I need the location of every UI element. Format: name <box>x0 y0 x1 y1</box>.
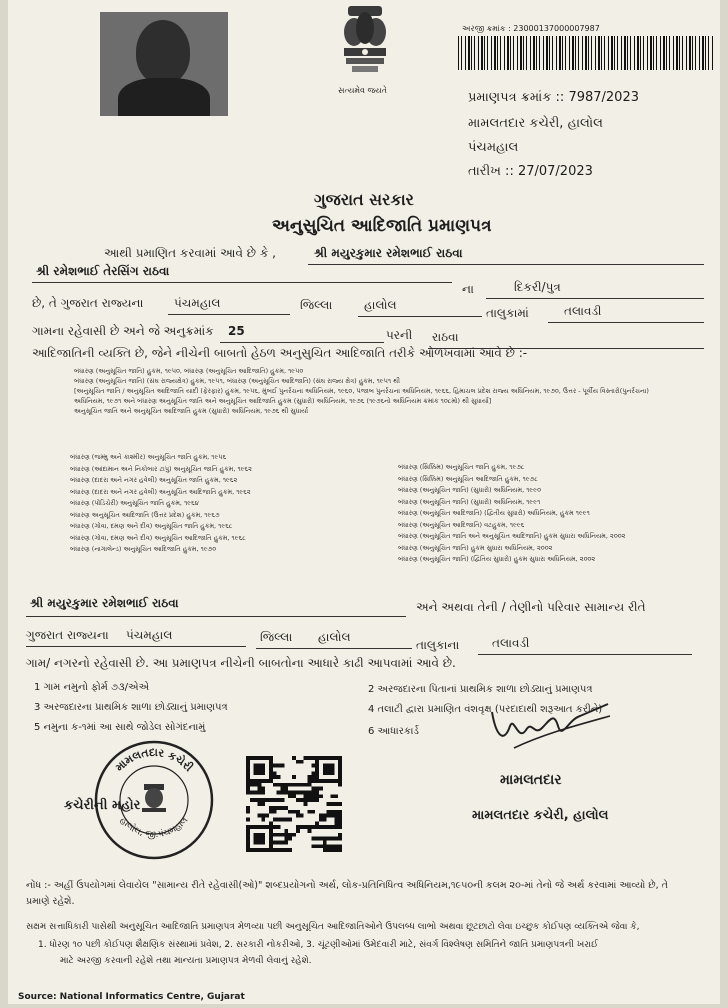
document-item: 6 આધારકાર્ડ <box>368 726 419 737</box>
signature <box>484 690 614 760</box>
barcode <box>458 36 716 70</box>
document-item: 1 ગામ નમુનો ફોર્મ ૭૩/એએ <box>34 682 150 693</box>
footer-para-3: માટે અરજી કરવાની રહેશે તથા માન્યતા પ્રમાણપત્ર મેળવી લેવાનું રહેશે. <box>60 956 312 966</box>
order-line: બંધારણ (અનુસૂચિત જાતિ) હુકમ, ૧૯૫૦, બંધારણ (અનુસૂચિત આદિજાતિ) હુકમ, ૧૯૫૦ <box>74 367 304 375</box>
lower-state: ગુજરાત રાજ્યના <box>26 628 109 642</box>
district-2: હાલોલ <box>364 298 397 312</box>
state-emblem-icon <box>334 2 396 98</box>
applicant-photo <box>100 12 228 116</box>
district-label: જિલ્લા <box>300 298 333 312</box>
document-item: 2 અરજદારના પિતાનાં પ્રાથમિક શાળા છોડ્યાનું પ્રમાણપત્ર <box>368 684 593 695</box>
lower-district-2: હાલોલ <box>318 630 351 644</box>
government-title: ગુજરાત સરકાર <box>314 190 414 209</box>
certificate-number: પ્રમાણપત્ર ક્રમાંક :: 7987/2023 <box>468 90 639 105</box>
state-text: છે, તે ગુજરાત રાજ્યના <box>32 296 144 310</box>
certificate-page <box>8 0 720 1004</box>
lower-district-value: પંચમહાલ <box>126 628 173 642</box>
family-text: અને અથવા તેની / તેણીનો પરિવાર સામાન્ય રીતે <box>416 600 646 614</box>
office-district: પંચમહાલ <box>468 140 519 155</box>
residence-text: ગામ/ નગરનો રહેવાસી છે. આ પ્રમાણપત્ર નીચેની બાબતોના આધારે કાઢી આપવામાં આવે છે. <box>26 656 456 670</box>
footer-note: નોંધ :- અહીં ઉપયોગમાં લેવાયેલ "સામાન્ય રીતે રહેવાસી(ઓ)" શબ્દપ્રયોગનો અર્થ, લોક-પ્રતિનિધિત્વ અધિનિયમ,૧૯૫૦ની કલમ ૨૦-માં તેનો જે અર્થ કરવામાં આવ્યો છે, તે <box>26 880 668 891</box>
tribe-name: રાઠવા <box>432 330 459 344</box>
order-right-item: બંધારણ (અનુસૂચિત આદિજાતિ) (દ્વિતીય સુધારો) અધિનિયમ, હુકમ ૧૯૯૧ <box>398 509 590 517</box>
orders-left <box>70 452 252 556</box>
recognition-text: આદિજાતિની વ્યક્તિ છે, જેને નીચેની બાબતો હેઠળ અનુસુચિત આદિજાતિ તરીકે ઓળખવામાં આવે છે :- <box>32 346 528 360</box>
qr-code <box>246 756 342 852</box>
applicant-name: શ્રી મયુરકુમાર રમેશભાઈ રાઠવા <box>314 246 463 260</box>
footer-para-1: સક્ષમ સત્તાધિકારી પાસેથી અનુસૂચિત આદિજાતિ પ્રમાણપત્ર મેળવ્યા પછી અનુસૂચિત આદિજાતિઓને ઉપલબ્ધ લાભો અથવા છૂટછાટો લેવા ઇચ્છુક કોઈપણ વ્યક્તિએ જેવા કે, <box>26 922 640 932</box>
document-item: 3 અરજદારના પ્રાથમિક શાળા છોડ્યાનું પ્રમાણપત્ર <box>34 702 228 713</box>
order-left-item: બંધારણ (નાગાલેન્ડ) અનુસૂચિત આદિજાતિ હુકમ, ૧૯૭૦ <box>70 545 217 553</box>
order-left-item: બંધારણ (પોંડિચેરી) અનુસૂચિત જાતિ હુકમ, ૧૯૬૪ <box>70 499 199 507</box>
order-left-item: બંધારણ (દાદરા અને નગર હવેલી) અનુસૂચિત આદિજાતિ હુકમ, ૧૯૬૨ <box>70 487 251 496</box>
village-text: ગામના રહેવાસી છે અને જે અનુક્રમાંક <box>32 324 214 338</box>
order-line: અધિનિયમ, ૧૯૭૧ અને બંધારણ અનુસૂચિત જાતિ અને અનુસૂચિત આદિજાતિ હુકમ (સુધારો) અધિનિયમ, ૧૯૭૬ (૧૯૭૬નો અધિનિયમ ક્રમાંક ૧૦૮મો) થી સુધાર્યા] <box>74 397 492 405</box>
footer-para-2: 1. ધોરણ ૧૦ પછી કોઈપણ શૈક્ષણિક સંસ્થામાં પ્રવેશ, 2. સરકારી નોકરીઓ, 3. ચૂંટણીઓમાં ઉમેદવારી માટે, સંવર્ગ વિશ્લેષણ સમિતિને જાતિ પ્રમાણપત્રની ખરાઈ <box>38 940 599 950</box>
father-name: શ્રી રમેશભાઈ તેરસિંગ રાઠવા <box>36 264 170 278</box>
seal-label: કચેરીની મહોર <box>64 798 141 813</box>
office-name: મામલતદાર કચેરી, હાલોલ <box>468 116 603 131</box>
svg-text:હાલોલ, જી.પંચમહાલ: હાલોલ, જી.પંચમહાલ <box>117 815 191 841</box>
order-right-item: બંધારણ (સિક્કિમ) અનુસૂચિત આદિજાતિ હુકમ, ૧૯૭૮ <box>398 474 538 483</box>
footer-note-2: પ્રમાણે રહેશે. <box>26 896 75 907</box>
application-number: અરજી ક્રમાંક : 23000137000007987 <box>462 24 600 33</box>
order-left-item: બંધારણ અનુસૂચિત આદિજાતિ (ઉત્તર પ્રદેશ) હુકમ, ૧૯૬૭ <box>70 510 220 519</box>
order-right-item: બંધારણ (અનુસૂચિત જાતિ) હુકમ સુધારા અધિનિયમ, ૨૦૦૨ <box>398 543 553 552</box>
relation: દિકરી/પુત્ર <box>514 280 561 294</box>
taluka-label: તાલુકામાં <box>486 306 529 320</box>
order-right-item: બંધારણ (અનુસૂચિત જાતિ) (સુધારો) અધિનિયમ, ૧૯૯૧ <box>398 497 541 506</box>
lower-applicant-name: શ્રી મયુરકુમાર રમેશભાઈ રાઠવા <box>30 596 179 610</box>
certify-text: આથી પ્રમાણિત કરવામાં આવે છે કે , <box>104 246 276 260</box>
order-right-item: બંધારણ (અનુસૂચિત આદિજાતિ) વટહુકમ, ૧૯૯૬ <box>398 520 525 529</box>
order-left-item: બંધારણ (જમ્મુ અને કાશ્મીર) અનુસૂચિત જાતિ હુકમ, ૧૯૫૬ <box>70 453 227 461</box>
district-value: પંચમહાલ <box>174 296 221 310</box>
orders-block <box>74 366 649 416</box>
order-right-item: બંધારણ (અનુસૂચિત જાતિ) (સુધારો) અધિનિયમ, ૧૯૯૦ <box>398 486 542 494</box>
lower-district-label: જિલ્લા <box>260 630 293 644</box>
order-right-item: બંધારણ (સિક્કિમ) અનુસૂચિત જાતિ હુકમ, ૧૯૭૮ <box>398 463 525 471</box>
order-line: અનુસૂચિત જાતિ અને અનુસૂચિત આદિજાતિ હુકમ (સુધારો) અધિનિયમ, ૧૯૭૬ થી સુધાર્યા <box>74 407 309 415</box>
document-item: 4 તલાટી દ્વારા પ્રમાણિત વંશવૃક્ષ (પરદાદાથી શરૂઆત કરીને) <box>368 704 603 715</box>
emblem-caption: સત્યમેવ જયતે <box>338 86 387 95</box>
order-line: બંધારણ (અનુસૂચિત જાતિ) (સંઘ રાજ્યક્ષેત્ર) હુકમ, ૧૯૫૧, બંધારણ (અનુસૂચિત આદિજાતિ) (સંઘ રાજ્ય ક્ષેત્ર) હુકમ, ૧૯૫૧ થી <box>74 377 401 385</box>
order-left-item: બંધારણ (આંદામાન અને નિકોબાર ટાપુ) અનુસૂચિત જાતિ હુકમ, ૧૯૬૨ <box>70 464 252 473</box>
taluka-value: તલાવડી <box>564 304 602 318</box>
lower-taluka-value: તલાવડી <box>492 636 530 650</box>
order-right-item: બંધારણ (અનુસૂચિત જાતિ અને અનુસૂચિત આદિજાતિ) હુકમ સુધારા અધિનિયમ, ૨૦૦૨ <box>398 532 626 540</box>
serial-number: 25 <box>228 324 245 338</box>
order-right-item: બંધારણ (અનુસૂચિત જાતિ) (દ્વિતિય સુધારો) હુકમ સુધારા અધિનિયમ, ૨૦૦૨ <box>398 555 596 563</box>
parni-text: પરની <box>386 328 413 342</box>
order-left-item: બંધારણ (ગોવા, દમણ અને દીવ) અનુસૂચિત આદિજાતિ હુકમ, ૧૯૬૮ <box>70 533 246 542</box>
orders-right <box>398 462 625 566</box>
document-item: 5 નમુના ક-૧માં આ સાથે જોડેલ સોગંદનામું <box>34 722 206 733</box>
certificate-title: અનુસુચિત આદિજાતિ પ્રમાણપત્ર <box>272 216 492 236</box>
na-text: ના <box>462 282 474 296</box>
signatory-office: મામલતદાર કચેરી, હાલોલ <box>472 808 609 823</box>
footer-source: Source: National Informatics Centre, Gujarat <box>18 992 245 1002</box>
certificate-date: તારીખ :: 27/07/2023 <box>468 164 593 179</box>
order-line: [અનુસૂચિત જાતિ / અનુસૂચિત આદિજાતિ યાદી (ફેરફાર) હુકમ, ૧૯૫૬, મુંબઈ પુનર્રચના અધિનિયમ, ૧૯૬૦, પંજાબ પુનર્રચના અધિનિયમ, ૧૯૬૬, હિમાચલ પ્રદેશ રાજ્ય અધિનિયમ, ૧૯૭૦, ઉત્તર - પૂર્વીય વિસ્તારો(પુનર્રચના) <box>74 387 649 395</box>
signatory-designation: મામલતદાર <box>500 772 562 788</box>
svg-text:મામલતદાર કચેરી: મામલતદાર કચેરી <box>112 745 196 775</box>
order-left-item: બંધારણ (દાદરા અને નગર હવેલી) અનુસૂચિત જાતિ હુકમ, ૧૯૬૨ <box>70 476 238 484</box>
order-left-item: બંધારણ (ગોવા, દમણ અને દીવ) અનુસૂચિત જાતિ હુકમ, ૧૯૬૮ <box>70 522 233 530</box>
lower-taluka-label: તાલુકાના <box>416 638 460 652</box>
